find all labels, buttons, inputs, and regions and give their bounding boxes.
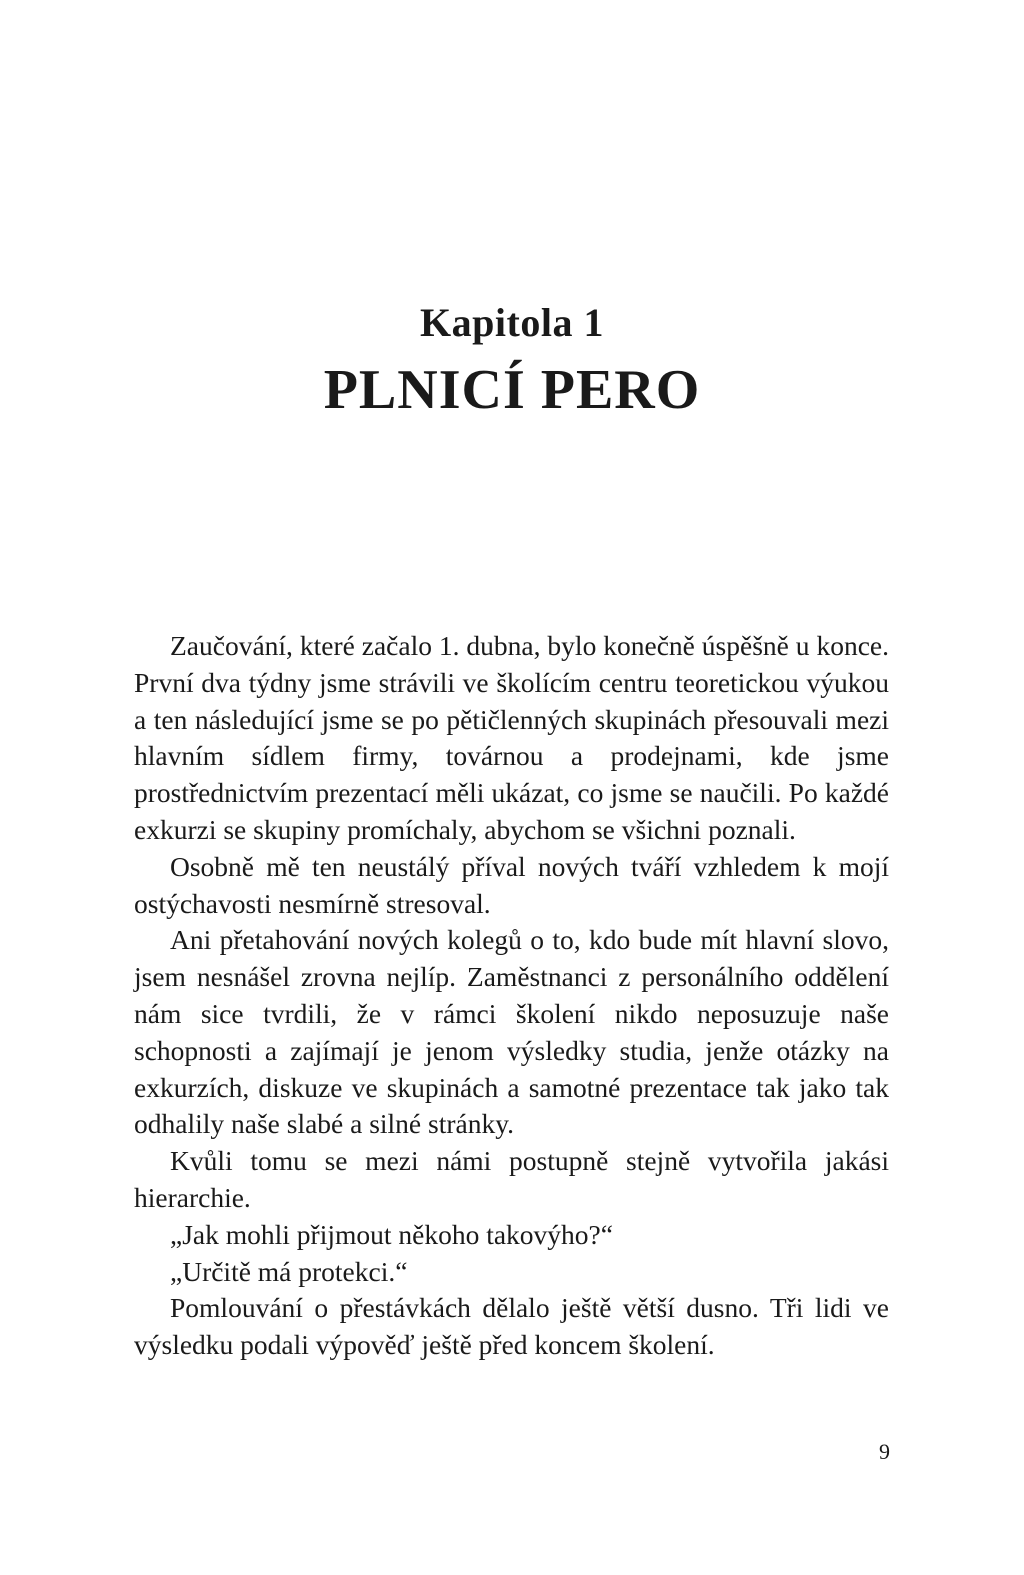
chapter-title: PLNICÍ PERO — [323, 359, 701, 421]
chapter-body — [134, 628, 889, 1364]
paragraph: Pomlouvání o přestávkách dělalo ještě větší dusno. Tři lidi ve výsledku podali výpověď ještě před koncem školení. — [134, 1292, 889, 1361]
paragraph: Kvůli tomu se mezi námi postupně stejně vytvořila jakási hierarchie. — [134, 1145, 889, 1213]
dialogue-line: „Jak mohli přijmout někoho takovýho?“ — [170, 1218, 613, 1250]
dialogue-line: „Určitě má protekci.“ — [170, 1255, 408, 1287]
page-number: 9 — [879, 1439, 890, 1464]
paragraph: Ani přetahování nových kolegů o to, kdo bude mít hlavní slovo, jsem nesnášel zrovna nejlíp. Zaměstnanci z personálního oddělení nám sice tvrdili, že v rámci školení nikdo neposuzuje naše schopnosti a zajímají je jenom výsledky studia, jenže otázky na exkurzích, diskuze ve skupinách a samotné prezentace tak jako tak odhalily naše slabé a silné stránky. — [134, 924, 889, 1140]
paragraph: Osobně mě ten neustálý příval nových tváří vzhledem k mojí ostýchavosti nesmírně stresoval. — [134, 850, 889, 919]
paragraph: Zaučování, které začalo 1. dubna, bylo konečně úspěšně u konce. První dva týdny jsme strávili ve školícím centru teoretickou výukou a ten následující jsme se po pětičlenných skupinách přesouvali mezi hlavním sídlem firmy, továrnou a prodejnami, kde jsme prostřednictvím prezentací měli ukázat, co jsme se naučili. Po každé exkurzi se skupiny promíchaly, abychom se všichni poznali. — [134, 630, 889, 845]
chapter-number: Kapitola 1 — [420, 300, 604, 345]
